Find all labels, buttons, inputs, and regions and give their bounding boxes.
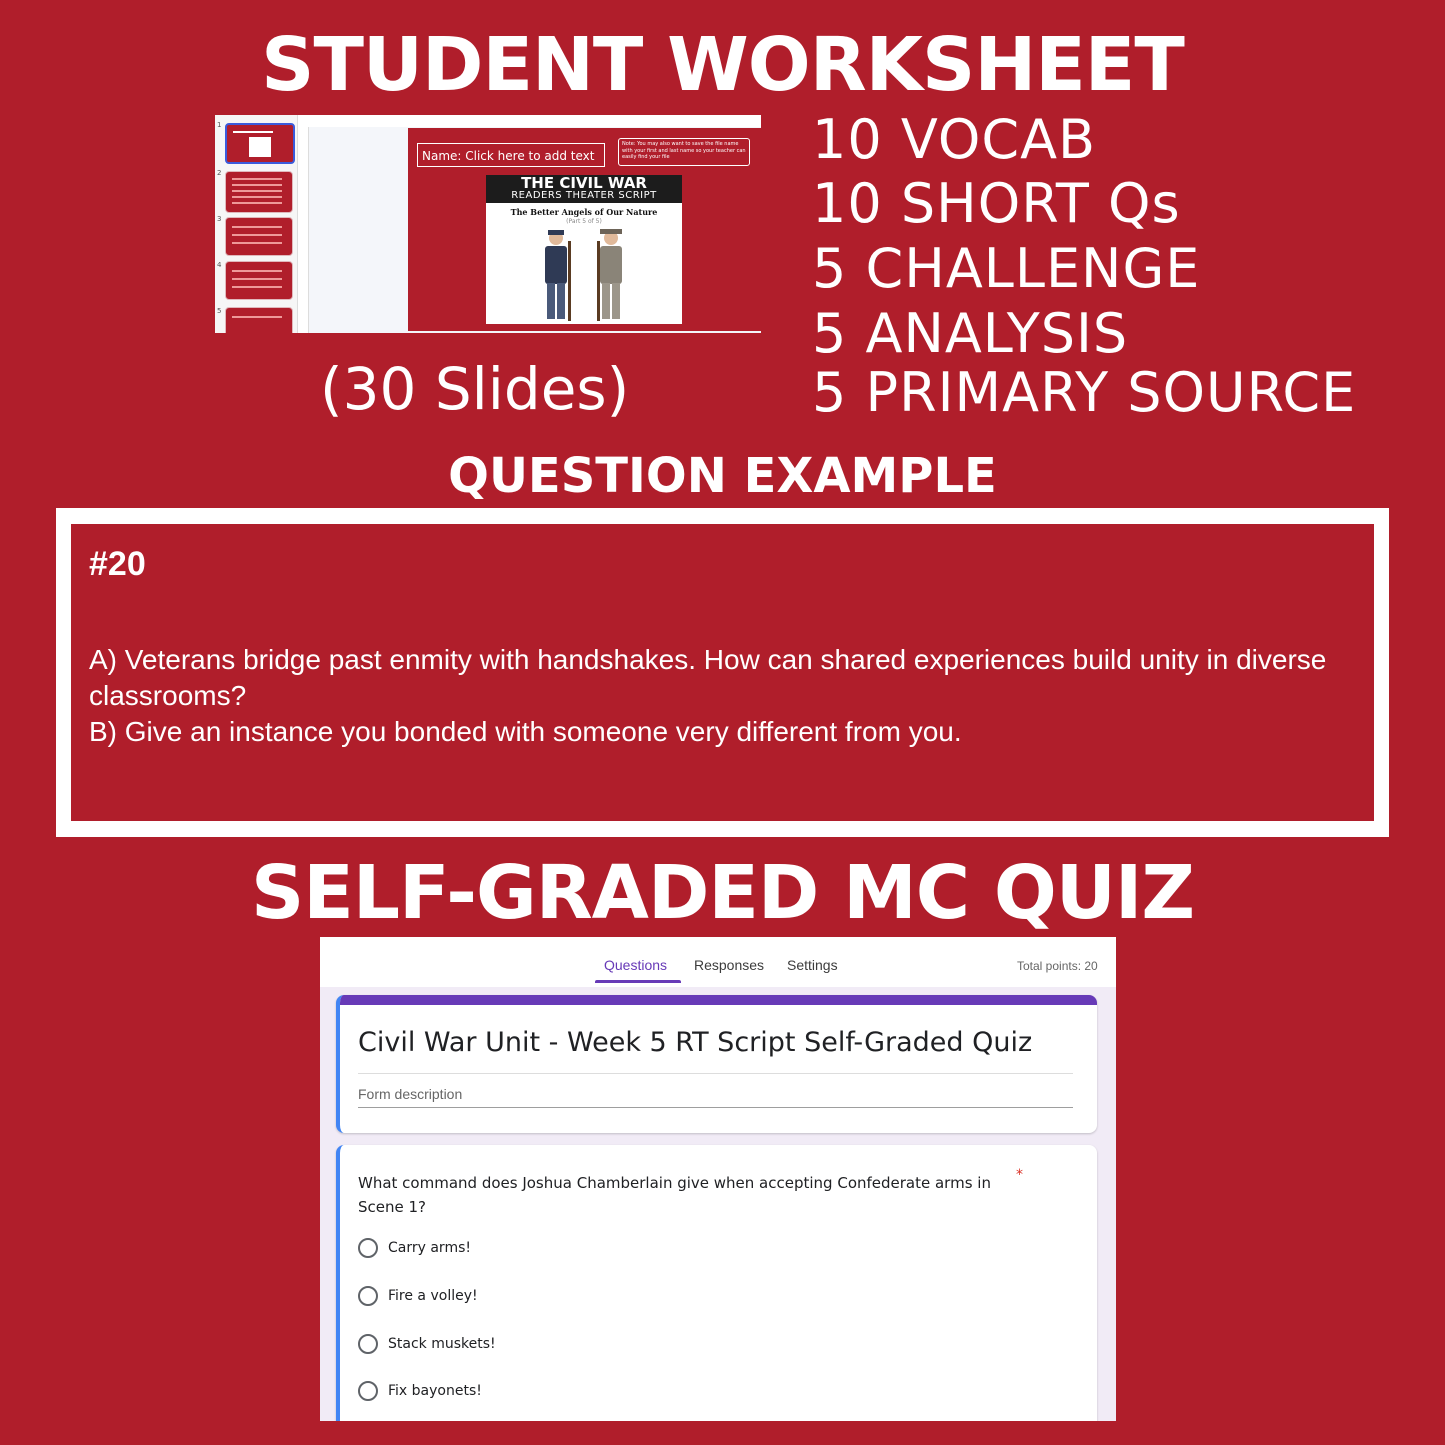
tab-questions[interactable]: Questions	[604, 957, 668, 973]
active-tab-indicator	[595, 980, 681, 983]
cover-image	[486, 175, 682, 324]
stat-challenge: 5 CHALLENGE	[812, 237, 1201, 300]
thumb-number: 5	[217, 307, 222, 315]
slide-thumbnail[interactable]	[225, 217, 293, 256]
stat-analysis: 5 ANALYSIS	[812, 302, 1129, 365]
slides-screenshot	[215, 115, 761, 333]
option-label: Carry arms!	[388, 1240, 471, 1256]
thumb-number: 2	[217, 169, 222, 177]
thumb-number: 4	[217, 261, 222, 269]
thumb-number: 1	[217, 121, 222, 129]
quiz-heading: SELF-GRADED MC QUIZ	[250, 850, 1195, 936]
quiz-form-screenshot	[320, 937, 1116, 1421]
form-title-input[interactable]: Civil War Unit - Week 5 RT Script Self-Graded Quiz	[358, 1027, 1033, 1058]
current-slide	[408, 128, 761, 331]
required-marker: *	[1016, 1167, 1023, 1183]
total-points: Total points: 20	[1017, 959, 1098, 973]
slide-thumbnail[interactable]	[225, 123, 295, 164]
question-example-box	[71, 524, 1374, 821]
stat-vocab: 10 VOCAB	[812, 108, 1097, 171]
cover-title: THE CIVIL WAR	[521, 175, 647, 192]
cover-part: (Part 5 of 5)	[566, 218, 602, 225]
option-label: Stack muskets!	[388, 1336, 496, 1352]
radio-button[interactable]	[358, 1334, 378, 1354]
question-text	[89, 642, 1359, 750]
question-card[interactable]	[336, 1145, 1097, 1421]
name-text-box[interactable]: Name: Click here to add text	[417, 143, 605, 167]
thumb-number: 3	[217, 215, 222, 223]
tab-responses[interactable]: Responses	[694, 957, 765, 973]
question-number: #20	[89, 545, 146, 583]
question-part-a: A) Veterans bridge past enmity with handshakes. How can shared experiences build unity in diverse classrooms?	[89, 644, 1327, 711]
slide-thumbnail[interactable]	[225, 307, 293, 333]
option-label: Fire a volley!	[388, 1288, 478, 1304]
slide-thumbnail[interactable]	[225, 171, 293, 213]
radio-button[interactable]	[358, 1238, 378, 1258]
note-text-box: Note: You may also want to save the file name with your first and last name so your teacher can easily find your file	[618, 138, 750, 166]
student-worksheet-heading: STUDENT WORKSHEET	[261, 22, 1184, 108]
vertical-ruler	[298, 127, 309, 333]
question-example-heading: QUESTION EXAMPLE	[448, 448, 997, 504]
tab-settings[interactable]: Settings	[787, 957, 838, 973]
radio-button[interactable]	[358, 1286, 378, 1306]
cover-episode: The Better Angels of Our Nature	[510, 207, 658, 217]
soldiers-illustration-icon	[486, 175, 682, 324]
stat-primary-source: 5 PRIMARY SOURCE	[812, 361, 1357, 424]
option-label: Fix bayonets!	[388, 1383, 482, 1399]
question-part-b: B) Give an instance you bonded with someone very different from you.	[89, 716, 962, 747]
question-title: What command does Joshua Chamberlain give when accepting Confederate arms in Scene 1?	[358, 1174, 991, 1216]
slides-count: (30 Slides)	[320, 355, 630, 423]
slide-thumbnail-panel	[215, 115, 298, 333]
form-description-input[interactable]: Form description	[358, 1086, 463, 1102]
radio-button[interactable]	[358, 1381, 378, 1401]
cover-subtitle: READERS THEATER SCRIPT	[511, 190, 657, 201]
stat-short-questions: 10 SHORT Qs	[812, 172, 1181, 235]
question-example-frame	[56, 508, 1389, 837]
form-header-card	[336, 995, 1097, 1133]
slide-thumbnail[interactable]	[225, 261, 293, 300]
